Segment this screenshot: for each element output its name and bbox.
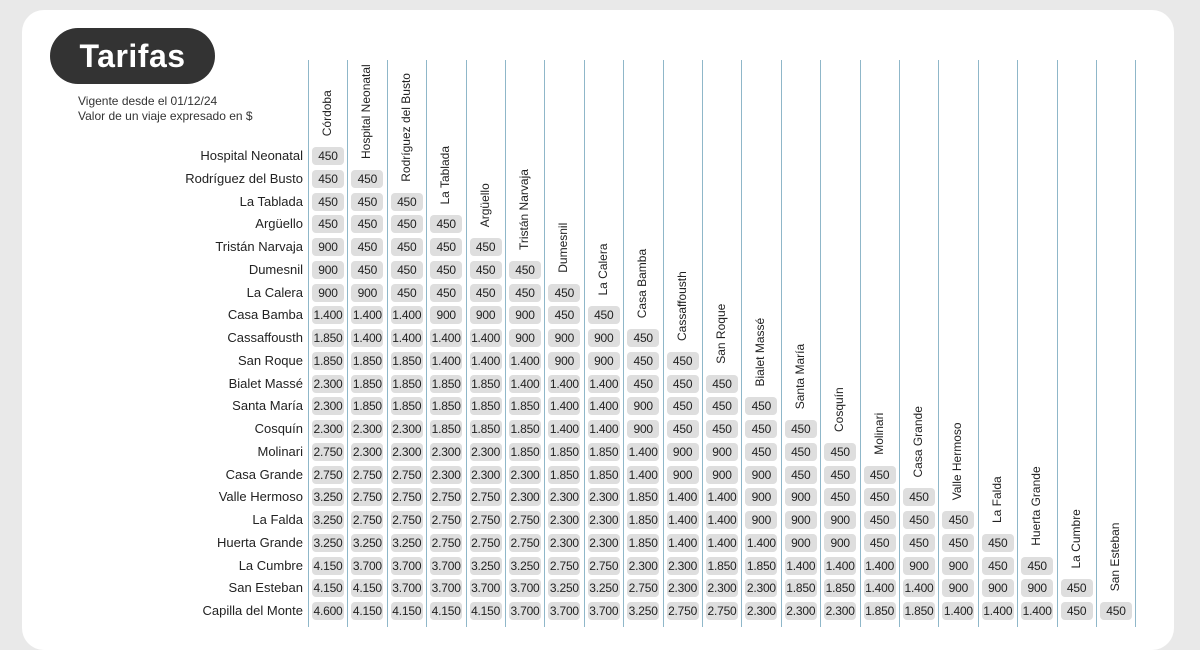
row-label: Casa Grande <box>225 466 303 482</box>
fare-cell: 3.250 <box>313 490 343 505</box>
grid-line <box>623 60 624 627</box>
fare-cell: 1.400 <box>904 581 934 596</box>
fare-cell: 450 <box>430 284 462 302</box>
fare-cell: 1.400 <box>549 376 579 391</box>
row-label: Bialet Massé <box>228 375 303 391</box>
fare-cell: 2.750 <box>471 513 501 527</box>
fare-cell: 450 <box>824 466 856 484</box>
fare-cell: 2.750 <box>510 513 540 527</box>
fare-cell: 1.400 <box>352 331 382 345</box>
column-header: Santa María <box>792 343 807 410</box>
column-header: La Tablada <box>438 146 453 205</box>
fare-cell: 1.850 <box>510 399 540 414</box>
fare-cell: 2.750 <box>510 535 540 550</box>
fare-cell: 1.850 <box>904 604 934 618</box>
row-label: La Cumbre <box>238 557 303 573</box>
fare-cell: 900 <box>470 306 502 324</box>
fare-cell: 1.400 <box>865 581 895 596</box>
grid-line <box>702 60 703 627</box>
fare-cell: 4.150 <box>352 581 382 596</box>
fare-cell: 2.300 <box>471 444 501 459</box>
column-header: La Falda <box>989 476 1004 523</box>
column-header: La Cumbre <box>1068 509 1083 569</box>
fare-cell: 900 <box>942 557 974 575</box>
grid-line <box>860 60 861 627</box>
fare-cell: 2.300 <box>392 422 422 436</box>
fare-cell: 1.400 <box>943 604 973 618</box>
row-label: Valle Hermoso <box>218 489 303 505</box>
fare-cell: 3.250 <box>510 558 540 573</box>
grid-line <box>899 60 900 627</box>
row-label: La Calera <box>246 284 303 300</box>
fare-cell: 4.150 <box>313 581 343 596</box>
fare-cell: 1.400 <box>510 353 540 368</box>
fare-cell: 450 <box>942 534 974 552</box>
fare-cell: 3.250 <box>589 581 619 596</box>
fare-cell: 900 <box>942 579 974 597</box>
fare-cell: 450 <box>470 238 502 256</box>
fare-cell: 450 <box>903 511 935 529</box>
fare-cell: 1.850 <box>549 444 579 459</box>
fare-cell: 1.400 <box>431 331 461 345</box>
fare-cell: 1.400 <box>392 331 422 345</box>
row-label: San Esteban <box>228 580 303 596</box>
column-header: Argüello <box>477 183 492 228</box>
fare-cell: 450 <box>430 261 462 279</box>
fare-cell: 450 <box>1061 579 1093 597</box>
fare-cell: 2.750 <box>431 535 461 550</box>
fare-cell: 450 <box>470 284 502 302</box>
fare-cell: 1.400 <box>549 399 579 414</box>
fare-cell: 1.400 <box>668 535 698 550</box>
fare-cell: 900 <box>312 238 344 256</box>
row-label: Cosquín <box>254 421 303 436</box>
fare-cell: 450 <box>982 534 1014 552</box>
fare-cell: 2.300 <box>471 467 501 482</box>
fare-cell: 1.400 <box>589 399 619 414</box>
fare-cell: 450 <box>312 147 344 165</box>
fare-cell: 450 <box>430 238 462 256</box>
fare-cell: 450 <box>824 443 856 461</box>
row-label: Hospital Neonatal <box>200 148 303 163</box>
fare-cell: 450 <box>548 306 580 324</box>
column-header: Rodríguez del Busto <box>398 73 413 182</box>
fare-cell: 2.300 <box>313 399 343 414</box>
column-header: La Calera <box>595 243 610 296</box>
fare-cell: 2.300 <box>431 467 461 482</box>
fare-cell: 450 <box>351 193 383 211</box>
fare-cell: 450 <box>745 397 777 415</box>
fare-cell: 2.300 <box>589 490 619 505</box>
fare-cell: 1.400 <box>431 353 461 368</box>
fare-cell: 900 <box>312 261 344 279</box>
fare-cell: 1.400 <box>628 467 658 482</box>
row-label: Molinari <box>257 443 303 459</box>
fare-cell: 2.300 <box>549 490 579 505</box>
fare-cell: 1.850 <box>786 581 816 596</box>
row-label: Argüello <box>255 216 303 232</box>
fare-cell: 1.850 <box>352 353 382 368</box>
fare-cell: 3.250 <box>392 535 422 550</box>
fare-cell: 2.300 <box>628 558 658 573</box>
fare-cell: 450 <box>706 375 738 393</box>
fare-cell: 450 <box>548 284 580 302</box>
fare-cell: 1.850 <box>471 422 501 436</box>
fare-cell: 450 <box>391 261 423 279</box>
column-header: San Esteban <box>1108 522 1122 592</box>
fare-cell: 2.750 <box>549 558 579 573</box>
fare-cell: 1.850 <box>431 376 461 391</box>
fare-cell: 1.850 <box>549 467 579 482</box>
fare-cell: 1.850 <box>746 558 776 573</box>
fare-cell: 1.850 <box>313 353 343 368</box>
fare-cell: 1.400 <box>510 376 540 391</box>
fare-cell: 900 <box>785 511 817 529</box>
fare-cell: 3.250 <box>352 535 382 550</box>
column-header: Valle Hermoso <box>950 422 965 501</box>
fare-cell: 1.850 <box>628 490 658 505</box>
fare-cell: 900 <box>824 534 856 552</box>
fare-cell: 2.300 <box>589 513 619 527</box>
fare-cell: 3.700 <box>431 581 461 596</box>
fare-cell: 1.400 <box>589 422 619 436</box>
fare-cell: 2.300 <box>431 444 461 459</box>
fare-cell: 2.750 <box>471 535 501 550</box>
fare-cell: 3.700 <box>589 604 619 618</box>
fare-cell: 900 <box>509 329 541 347</box>
fare-cell: 1.400 <box>471 353 501 368</box>
fare-cell: 3.700 <box>510 581 540 596</box>
fare-cell: 2.750 <box>431 513 461 527</box>
fare-cell: 450 <box>667 420 699 438</box>
column-header: Casa Bamba <box>635 248 650 319</box>
fare-cell: 450 <box>706 420 738 438</box>
fare-cell: 2.300 <box>313 376 343 391</box>
row-label: La Falda <box>252 512 303 527</box>
fare-cell: 2.750 <box>668 604 698 618</box>
fare-cell: 450 <box>312 193 344 211</box>
fare-cell: 1.400 <box>549 422 579 436</box>
column-header: Tristán Narvaja <box>517 169 531 250</box>
fare-cell: 1.850 <box>510 444 540 459</box>
fare-cell: 900 <box>745 466 777 484</box>
fare-cell: 2.750 <box>313 444 343 459</box>
fare-cell: 2.300 <box>668 558 698 573</box>
fare-cell: 1.400 <box>628 444 658 459</box>
fare-cell: 1.850 <box>352 376 382 391</box>
fare-cell: 2.300 <box>352 422 382 436</box>
fare-cell: 2.300 <box>825 604 855 618</box>
grid-line <box>1017 60 1018 627</box>
fare-cell: 1.850 <box>392 353 422 368</box>
fare-cell: 450 <box>1021 557 1053 575</box>
fare-cell: 1.850 <box>707 558 737 573</box>
fare-cell: 4.150 <box>313 558 343 573</box>
fare-cell: 3.250 <box>313 513 343 527</box>
fare-cell: 3.250 <box>628 604 658 618</box>
fare-cell: 450 <box>351 261 383 279</box>
fare-cell: 450 <box>785 443 817 461</box>
fare-cell: 450 <box>627 375 659 393</box>
fare-cell: 450 <box>903 488 935 506</box>
fare-cell: 450 <box>706 397 738 415</box>
column-header: Molinari <box>871 412 886 455</box>
fare-cell: 450 <box>351 238 383 256</box>
fare-cell: 1.400 <box>983 604 1013 618</box>
fare-cell: 900 <box>351 284 383 302</box>
fare-cell: 450 <box>509 284 541 302</box>
fare-cell: 2.300 <box>746 604 776 618</box>
fare-cell: 450 <box>864 534 896 552</box>
fare-cell: 450 <box>745 443 777 461</box>
fare-cell: 450 <box>667 352 699 370</box>
fare-cell: 1.400 <box>707 490 737 505</box>
fare-cell: 1.850 <box>431 399 461 414</box>
fare-cell: 1.850 <box>313 331 343 345</box>
fare-cell: 2.750 <box>352 490 382 505</box>
fare-cell: 450 <box>785 466 817 484</box>
fare-cell: 450 <box>627 352 659 370</box>
fare-cell: 3.250 <box>549 581 579 596</box>
fare-cell: 2.300 <box>549 513 579 527</box>
fare-cell: 3.700 <box>352 558 382 573</box>
grid-line <box>347 60 348 627</box>
grid-line <box>1135 60 1136 627</box>
fare-cell: 450 <box>864 488 896 506</box>
fare-cell: 1.850 <box>392 399 422 414</box>
fare-cell: 1.400 <box>313 308 343 323</box>
row-label: Tristán Narvaja <box>215 239 303 254</box>
fare-cell: 2.300 <box>510 467 540 482</box>
fare-cell: 2.750 <box>392 513 422 527</box>
fare-cell: 900 <box>509 306 541 324</box>
row-label: Cassaffousth <box>227 330 303 345</box>
fare-cell: 900 <box>706 466 738 484</box>
fare-cell: 2.300 <box>549 535 579 550</box>
grid-line <box>781 60 782 627</box>
fare-cell: 1.850 <box>865 604 895 618</box>
row-label: Capilla del Monte <box>202 603 303 618</box>
grid-line <box>938 60 939 627</box>
fare-cell: 2.750 <box>392 467 422 482</box>
grid-line <box>741 60 742 627</box>
column-header: Casa Grande <box>911 406 925 478</box>
fare-cell: 450 <box>312 170 344 188</box>
fare-cell: 1.850 <box>431 422 461 436</box>
fare-cell: 900 <box>903 557 935 575</box>
fare-cell: 1.850 <box>589 444 619 459</box>
fare-cell: 450 <box>470 261 502 279</box>
column-header: Cosquín <box>832 387 847 432</box>
fare-cell: 1.400 <box>668 490 698 505</box>
fare-cell: 450 <box>942 511 974 529</box>
fare-cell: 450 <box>745 420 777 438</box>
fare-cell: 3.250 <box>471 558 501 573</box>
column-header: San Roque <box>714 303 728 364</box>
fare-cell: 2.300 <box>510 490 540 505</box>
fare-cell: 1.400 <box>1022 604 1052 618</box>
fare-cell: 1.850 <box>510 422 540 436</box>
fare-cell: 2.300 <box>668 581 698 596</box>
fare-cell: 3.700 <box>392 581 422 596</box>
fare-cell: 1.850 <box>471 399 501 414</box>
grid-line <box>663 60 664 627</box>
fare-cell: 450 <box>667 397 699 415</box>
fare-cell: 1.400 <box>707 535 737 550</box>
fare-cell: 3.700 <box>471 581 501 596</box>
fare-cell: 2.300 <box>707 581 737 596</box>
fare-cell: 2.300 <box>746 581 776 596</box>
fare-cell: 450 <box>391 284 423 302</box>
fare-cell: 2.750 <box>431 490 461 505</box>
fare-cell: 1.400 <box>589 376 619 391</box>
fare-cell: 450 <box>864 466 896 484</box>
fare-cell: 450 <box>785 420 817 438</box>
currency-note-text: Valor de un viaje expresado en $ <box>78 109 253 123</box>
fare-cell: 900 <box>1021 579 1053 597</box>
fare-cell: 1.850 <box>589 467 619 482</box>
fare-cell: 3.250 <box>313 535 343 550</box>
fare-cell: 900 <box>982 579 1014 597</box>
fare-cell: 1.400 <box>746 535 776 550</box>
column-header: Huerta Grande <box>1029 466 1044 546</box>
fare-cell: 2.300 <box>352 444 382 459</box>
page-title: Tarifas <box>50 28 215 84</box>
fare-cell: 450 <box>351 170 383 188</box>
fare-cell: 450 <box>824 488 856 506</box>
fare-cell: 450 <box>982 557 1014 575</box>
fare-cell: 3.700 <box>392 558 422 573</box>
row-label: San Roque <box>237 352 303 368</box>
fare-cell: 3.700 <box>431 558 461 573</box>
fare-cell: 2.750 <box>471 490 501 505</box>
fare-cell: 450 <box>903 534 935 552</box>
column-header: Cassaffousth <box>674 271 689 341</box>
fare-cell: 1.400 <box>786 558 816 573</box>
fare-cell: 450 <box>509 261 541 279</box>
fare-cell: 2.750 <box>352 467 382 482</box>
fare-cell: 1.400 <box>825 558 855 573</box>
fare-cell: 2.750 <box>352 513 382 527</box>
fare-cell: 3.700 <box>549 604 579 618</box>
fare-cell: 1.850 <box>628 535 658 550</box>
row-label: Huerta Grande <box>217 534 303 550</box>
fare-cell: 900 <box>430 306 462 324</box>
fare-cell: 4.150 <box>471 604 501 618</box>
fare-cell: 1.400 <box>707 513 737 527</box>
fare-cell: 450 <box>667 375 699 393</box>
fare-cell: 450 <box>391 238 423 256</box>
fare-cell: 900 <box>667 466 699 484</box>
fare-cell: 1.400 <box>471 331 501 345</box>
fare-cell: 900 <box>745 488 777 506</box>
fare-cell: 450 <box>1061 602 1093 620</box>
fare-cell: 450 <box>312 215 344 233</box>
fare-cell: 4.150 <box>392 604 422 618</box>
fare-cell: 2.300 <box>392 444 422 459</box>
grid-line <box>505 60 506 627</box>
fare-cell: 2.300 <box>786 604 816 618</box>
fare-cell: 900 <box>667 443 699 461</box>
column-header: Bialet Massé <box>753 317 768 387</box>
row-label: La Tablada <box>239 193 303 209</box>
fare-cell: 2.750 <box>628 581 658 596</box>
grid-line <box>466 60 467 627</box>
fare-cell: 900 <box>548 352 580 370</box>
column-header: Córdoba <box>320 90 334 137</box>
fare-cell: 1.850 <box>392 376 422 391</box>
row-label: Casa Bamba <box>227 307 303 323</box>
fare-cell: 1.850 <box>471 376 501 391</box>
column-header: Hospital Neonatal <box>359 64 374 159</box>
fare-cell: 450 <box>391 215 423 233</box>
fare-cell: 900 <box>745 511 777 529</box>
fare-cell: 450 <box>627 329 659 347</box>
grid-line <box>584 60 585 627</box>
grid-line <box>978 60 979 627</box>
fare-cell: 1.400 <box>352 308 382 323</box>
grid-line <box>426 60 427 627</box>
fare-cell: 2.750 <box>313 467 343 482</box>
grid-line <box>820 60 821 627</box>
grid-line <box>1057 60 1058 627</box>
fare-cell: 900 <box>548 329 580 347</box>
row-label: Rodríguez del Busto <box>185 170 303 186</box>
fare-cell: 450 <box>391 193 423 211</box>
fare-cell: 1.850 <box>628 513 658 527</box>
row-label: Santa María <box>232 398 303 414</box>
fare-cell: 2.750 <box>392 490 422 505</box>
grid-line <box>387 60 388 627</box>
grid-line <box>1096 60 1097 627</box>
fare-cell: 4.150 <box>352 604 382 618</box>
fare-cell: 1.400 <box>392 308 422 323</box>
fare-cell: 450 <box>351 215 383 233</box>
fare-cell: 450 <box>864 511 896 529</box>
row-label: Dumesnil <box>248 261 303 277</box>
column-header: Dumesnil <box>556 222 571 273</box>
fare-cell: 1.850 <box>825 581 855 596</box>
fare-cell: 2.300 <box>589 535 619 550</box>
fare-cell: 900 <box>785 488 817 506</box>
validity-date-text: Vigente desde el 01/12/24 <box>78 94 218 108</box>
fare-cell: 1.850 <box>352 399 382 414</box>
fare-cell: 900 <box>824 511 856 529</box>
fare-cell: 900 <box>627 420 659 438</box>
fare-cell: 1.400 <box>865 558 895 573</box>
fare-cell: 2.750 <box>707 604 737 618</box>
fare-cell: 4.600 <box>313 604 343 618</box>
fare-cell: 1.400 <box>668 513 698 527</box>
fare-cell: 4.150 <box>431 604 461 618</box>
fare-cell: 2.300 <box>313 422 343 436</box>
fare-cell: 900 <box>588 352 620 370</box>
fare-cell: 900 <box>312 284 344 302</box>
fare-cell: 450 <box>588 306 620 324</box>
fare-cell: 2.750 <box>589 558 619 573</box>
fare-cell: 900 <box>785 534 817 552</box>
fare-cell: 450 <box>430 215 462 233</box>
grid-line <box>308 60 309 627</box>
fare-cell: 3.700 <box>510 604 540 618</box>
fare-cell: 450 <box>1100 602 1132 620</box>
fare-cell: 900 <box>627 397 659 415</box>
fare-cell: 900 <box>706 443 738 461</box>
fare-cell: 900 <box>588 329 620 347</box>
grid-line <box>544 60 545 627</box>
